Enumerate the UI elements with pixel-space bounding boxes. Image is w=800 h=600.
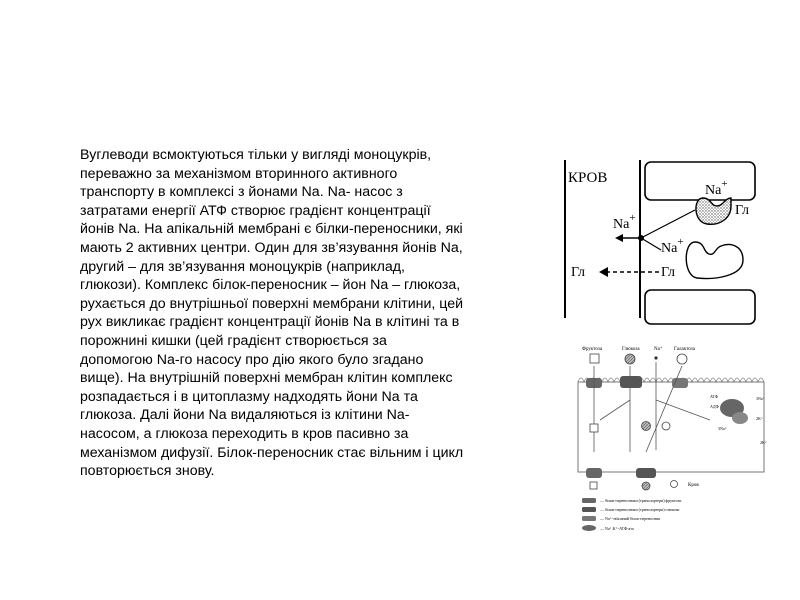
enterocyte-diagram (570, 340, 785, 540)
na-ion-label: Na+ (613, 212, 636, 232)
glucose-label: Глюкоза (622, 347, 640, 352)
na-ion-label: Na+ (661, 236, 684, 256)
fructose-transporter (586, 468, 602, 478)
text-line: розпадається і в цитоплазму надходять йони Na та (80, 388, 418, 405)
text-line: механізмом дифузії. Білок-переносник стає вільним і цикл (80, 444, 464, 461)
text-line: мають 2 активних центри. Один для зв’язування йонів Na, (80, 239, 463, 256)
glucose-label: Гл (571, 265, 586, 280)
galactose-molecule (671, 481, 678, 488)
carrier-protein-top (696, 198, 731, 224)
text-line: переважно за механізмом вторинного активного (80, 165, 398, 182)
fructose-molecule (590, 424, 598, 432)
pump-label: 2K⁺ (756, 416, 763, 421)
pump-label: АТФ (710, 394, 719, 399)
glucose-molecule (642, 422, 651, 431)
blood-label: КРОВ (568, 170, 608, 186)
text-line: затратами енергії АТФ створює градієнт концентрації (80, 202, 431, 219)
flow-arrow (656, 400, 710, 420)
glucose-transporter (636, 468, 656, 478)
pump-label: 2K⁺ (760, 440, 767, 445)
legend-swatch (582, 525, 596, 531)
na-ion (654, 356, 657, 359)
galactose-transporter (672, 378, 688, 388)
pump-label: 3Na⁺ (718, 426, 727, 431)
text-line: порожнині кишки (цей градієнт створюється за (80, 332, 387, 349)
text-line: рухається до внутрішньої поверхні мембрани клітини, цей (80, 295, 464, 312)
text-line: глюкози). Комплекс білок-переносник – йон Na – глюкоза, (80, 277, 461, 294)
arrowhead-icon (615, 234, 623, 242)
legend-entry: — Na⁺,K⁺-АТФ-аза (600, 526, 634, 531)
enterocyte-cell (578, 382, 764, 472)
cotransport-diagram (555, 150, 785, 325)
legend-entry: — Na⁺-зв'язаний білок-переносник (600, 516, 661, 521)
galactose-molecule (662, 422, 670, 430)
text-line: повторюється знову. (80, 463, 215, 480)
glucose-label: Гл (735, 203, 750, 218)
text-line: вище). На внутрішній поверхні мембран клітин комплекс (80, 370, 453, 387)
line-na-top (641, 210, 695, 238)
text-line: насосом, а глюкоза переходить в кров пасивно за (80, 425, 409, 442)
text-line: йонів Na. На апікальній мембрані є білки-переносники, які (80, 221, 463, 238)
na-ion-label: Na+ (705, 178, 728, 198)
blood-label: Кров (688, 483, 699, 488)
pump-label: АДФ (710, 404, 719, 409)
legend-entry: — білки-переносники (транспортери) глюкози (600, 507, 680, 512)
sglt-transporter (620, 376, 642, 388)
glucose-molecule (625, 354, 635, 364)
cell-block-bottom (645, 290, 755, 324)
brush-border (578, 378, 764, 382)
fructose-molecule (590, 354, 599, 363)
text-line: Вуглеводи всмоктуються тільки у вигляді моноцукрів, (80, 147, 432, 163)
text-line: глюкоза. Далі йони Na видаляються із клітини Na- (80, 407, 410, 424)
text-line: допомогою Na-го насосу про дію якого було згадано (80, 351, 424, 368)
pump-label: 3Na⁺ (756, 396, 765, 401)
body-text (80, 146, 520, 481)
cell-block-top (645, 162, 755, 200)
flow-arrow (600, 400, 630, 420)
glucose-molecule (642, 482, 650, 490)
galactose-molecule (677, 354, 687, 364)
fructose-label: Фруктоза (582, 347, 603, 352)
legend-swatch (582, 507, 596, 512)
na-ion-label: Na⁺ (654, 347, 663, 352)
legend-entry: — білки-переносники (транспортери) фруктози (600, 498, 682, 503)
text-line: рух викликає градієнт концентрації йонів Na в клітині та в (80, 314, 460, 331)
legend-swatch (582, 498, 596, 503)
text-line: транспорту в комплексі з йонами Na. Na- насос з (80, 184, 403, 201)
galactose-label: Галактоза (674, 347, 695, 352)
fructose-molecule (590, 482, 597, 489)
line-na-center (641, 238, 661, 250)
legend-swatch (582, 516, 596, 521)
glucose-label: Гл (661, 265, 676, 280)
arrowhead-icon (599, 267, 608, 277)
na-k-atpase (732, 412, 748, 424)
text-line: другий – для зв’язування моноцукрів (наприклад, (80, 258, 405, 275)
carrier-protein-bottom (686, 242, 743, 278)
